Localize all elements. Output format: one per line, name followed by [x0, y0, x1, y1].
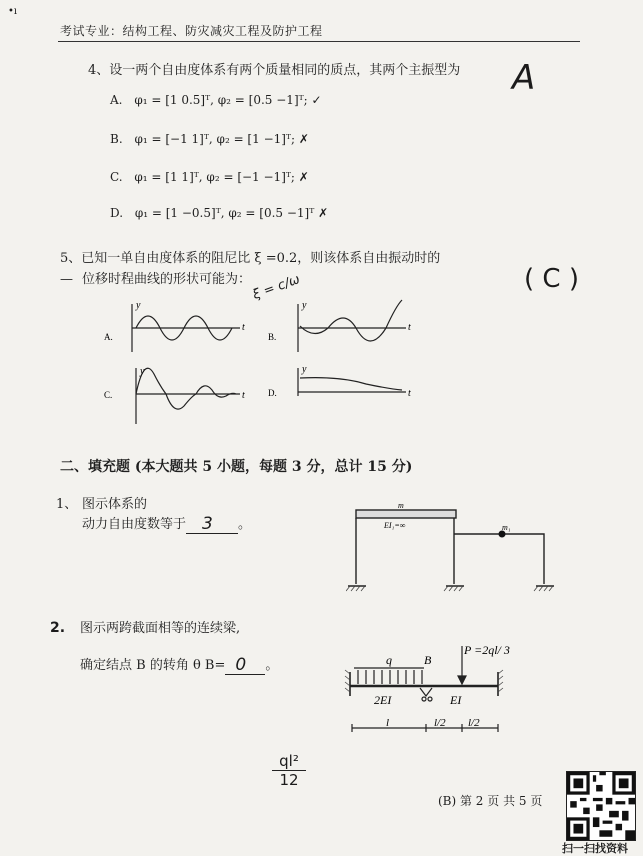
frame-m-label: m [398, 502, 404, 510]
q5-stem-line1: 5、已知一单自由度体系的阻尼比 ξ =0.2，则该体系自由振动时的 [60, 251, 441, 266]
exam-major-header: 考试专业：结构工程、防灾减灾工程及防护工程 [60, 24, 323, 38]
graph-d-y-label: y [302, 364, 307, 375]
right-span-ei-label: EI [450, 693, 462, 707]
q5-graphs-figure [100, 296, 420, 428]
q4-option-d [110, 206, 328, 220]
graph-c-label: C. [104, 390, 113, 400]
graph-b-label: B. [268, 332, 277, 342]
graph-a-label: A. [104, 332, 113, 342]
f1-answer: 3 [202, 514, 213, 534]
load-p-label: P =2ql/ 3 [464, 643, 510, 657]
graph-d-curve [300, 378, 402, 390]
frame-ei-label: EI₁=∞ [384, 521, 406, 530]
q4-stem: 4、设一两个自由度体系有两个质量相同的质点，其两个主振型为 [88, 63, 461, 78]
f2-answer: 0 [235, 655, 247, 675]
f1-number: 1、 [56, 497, 78, 512]
graph-d-label: D. [268, 388, 277, 398]
qr-caption: 扫一扫找资料 [562, 842, 628, 855]
q4-option-b [110, 132, 309, 146]
node-b-label: B [424, 653, 432, 667]
f1-line2: 动力自由度数等于 3 。 [82, 514, 252, 534]
dim-l-label: l [386, 717, 390, 729]
option-label: A. [110, 93, 123, 107]
graph-c-curve [136, 368, 236, 409]
rigid-beam [356, 510, 456, 518]
page-footer: (B) 第 2 页 共 5 页 [438, 794, 543, 808]
q4-handwritten-answer: A [512, 58, 536, 98]
graph-a-t-label: t [242, 322, 245, 333]
frame-figure [346, 502, 566, 592]
option-text: φ₁ = [1 −0.5]ᵀ, φ₂ = [0.5 −1]ᵀ [134, 206, 315, 220]
graph-b-t-label: t [408, 322, 411, 333]
f2-line2: 确定结点 B 的转角 θ B= 0 。 [80, 655, 279, 675]
check-mark-icon: ✓ [311, 93, 322, 107]
graph-a-y-label: y [136, 300, 141, 311]
load-q-label: q [386, 653, 392, 667]
dim-l2b-label: l/2 [468, 717, 480, 729]
dim-l2a-label: l/2 [434, 717, 446, 729]
frame-m1-label: m₁ [502, 523, 511, 532]
left-span-ei-label: 2EI [374, 693, 392, 707]
q5-handwritten-note: ξ = c/ω [250, 272, 302, 303]
q4-option-c [110, 170, 309, 184]
f1-line1: 图示体系的 [82, 497, 148, 512]
q5-stem-line2: — 位移时程曲线的形状可能为： [60, 272, 252, 287]
section-2-title: 二、填充题 (本大题共 5 小题，每题 3 分，总计 15 分) [60, 459, 413, 475]
cross-mark-icon: ✗ [298, 170, 309, 184]
q5-handwritten-answer: ( C ) [524, 264, 579, 294]
header-rule [58, 41, 580, 42]
f2-number: 2. [50, 620, 66, 636]
f2-line1: 图示两跨截面相等的连续梁, [80, 621, 241, 636]
option-label: D. [110, 206, 124, 220]
cross-mark-icon: ✗ [298, 132, 309, 146]
corner-mark: •ı [8, 6, 18, 17]
roller-support [420, 688, 432, 696]
option-text: φ₁ = [−1 1]ᵀ, φ₂ = [1 −1]ᵀ; [134, 132, 296, 146]
option-label: B. [110, 132, 123, 146]
graph-b-y-label: y [302, 300, 307, 311]
graph-c-y-label: y [140, 366, 145, 377]
qr-code[interactable] [566, 771, 636, 841]
graph-c-t-label: t [242, 390, 245, 401]
continuous-beam-figure [340, 636, 540, 746]
cross-mark-icon: ✗ [318, 206, 329, 220]
option-text: φ₁ = [1 1]ᵀ, φ₂ = [−1 −1]ᵀ; [134, 170, 295, 184]
graph-b-curve [300, 300, 402, 341]
handwritten-fraction: ql² 12 [272, 752, 306, 789]
q4-option-a [110, 93, 322, 107]
distributed-load-arrows [358, 670, 422, 684]
option-label: C. [110, 170, 123, 184]
option-text: φ₁ = [1 0.5]ᵀ, φ₂ = [0.5 −1]ᵀ; [134, 93, 308, 107]
graph-d-t-label: t [408, 388, 411, 399]
